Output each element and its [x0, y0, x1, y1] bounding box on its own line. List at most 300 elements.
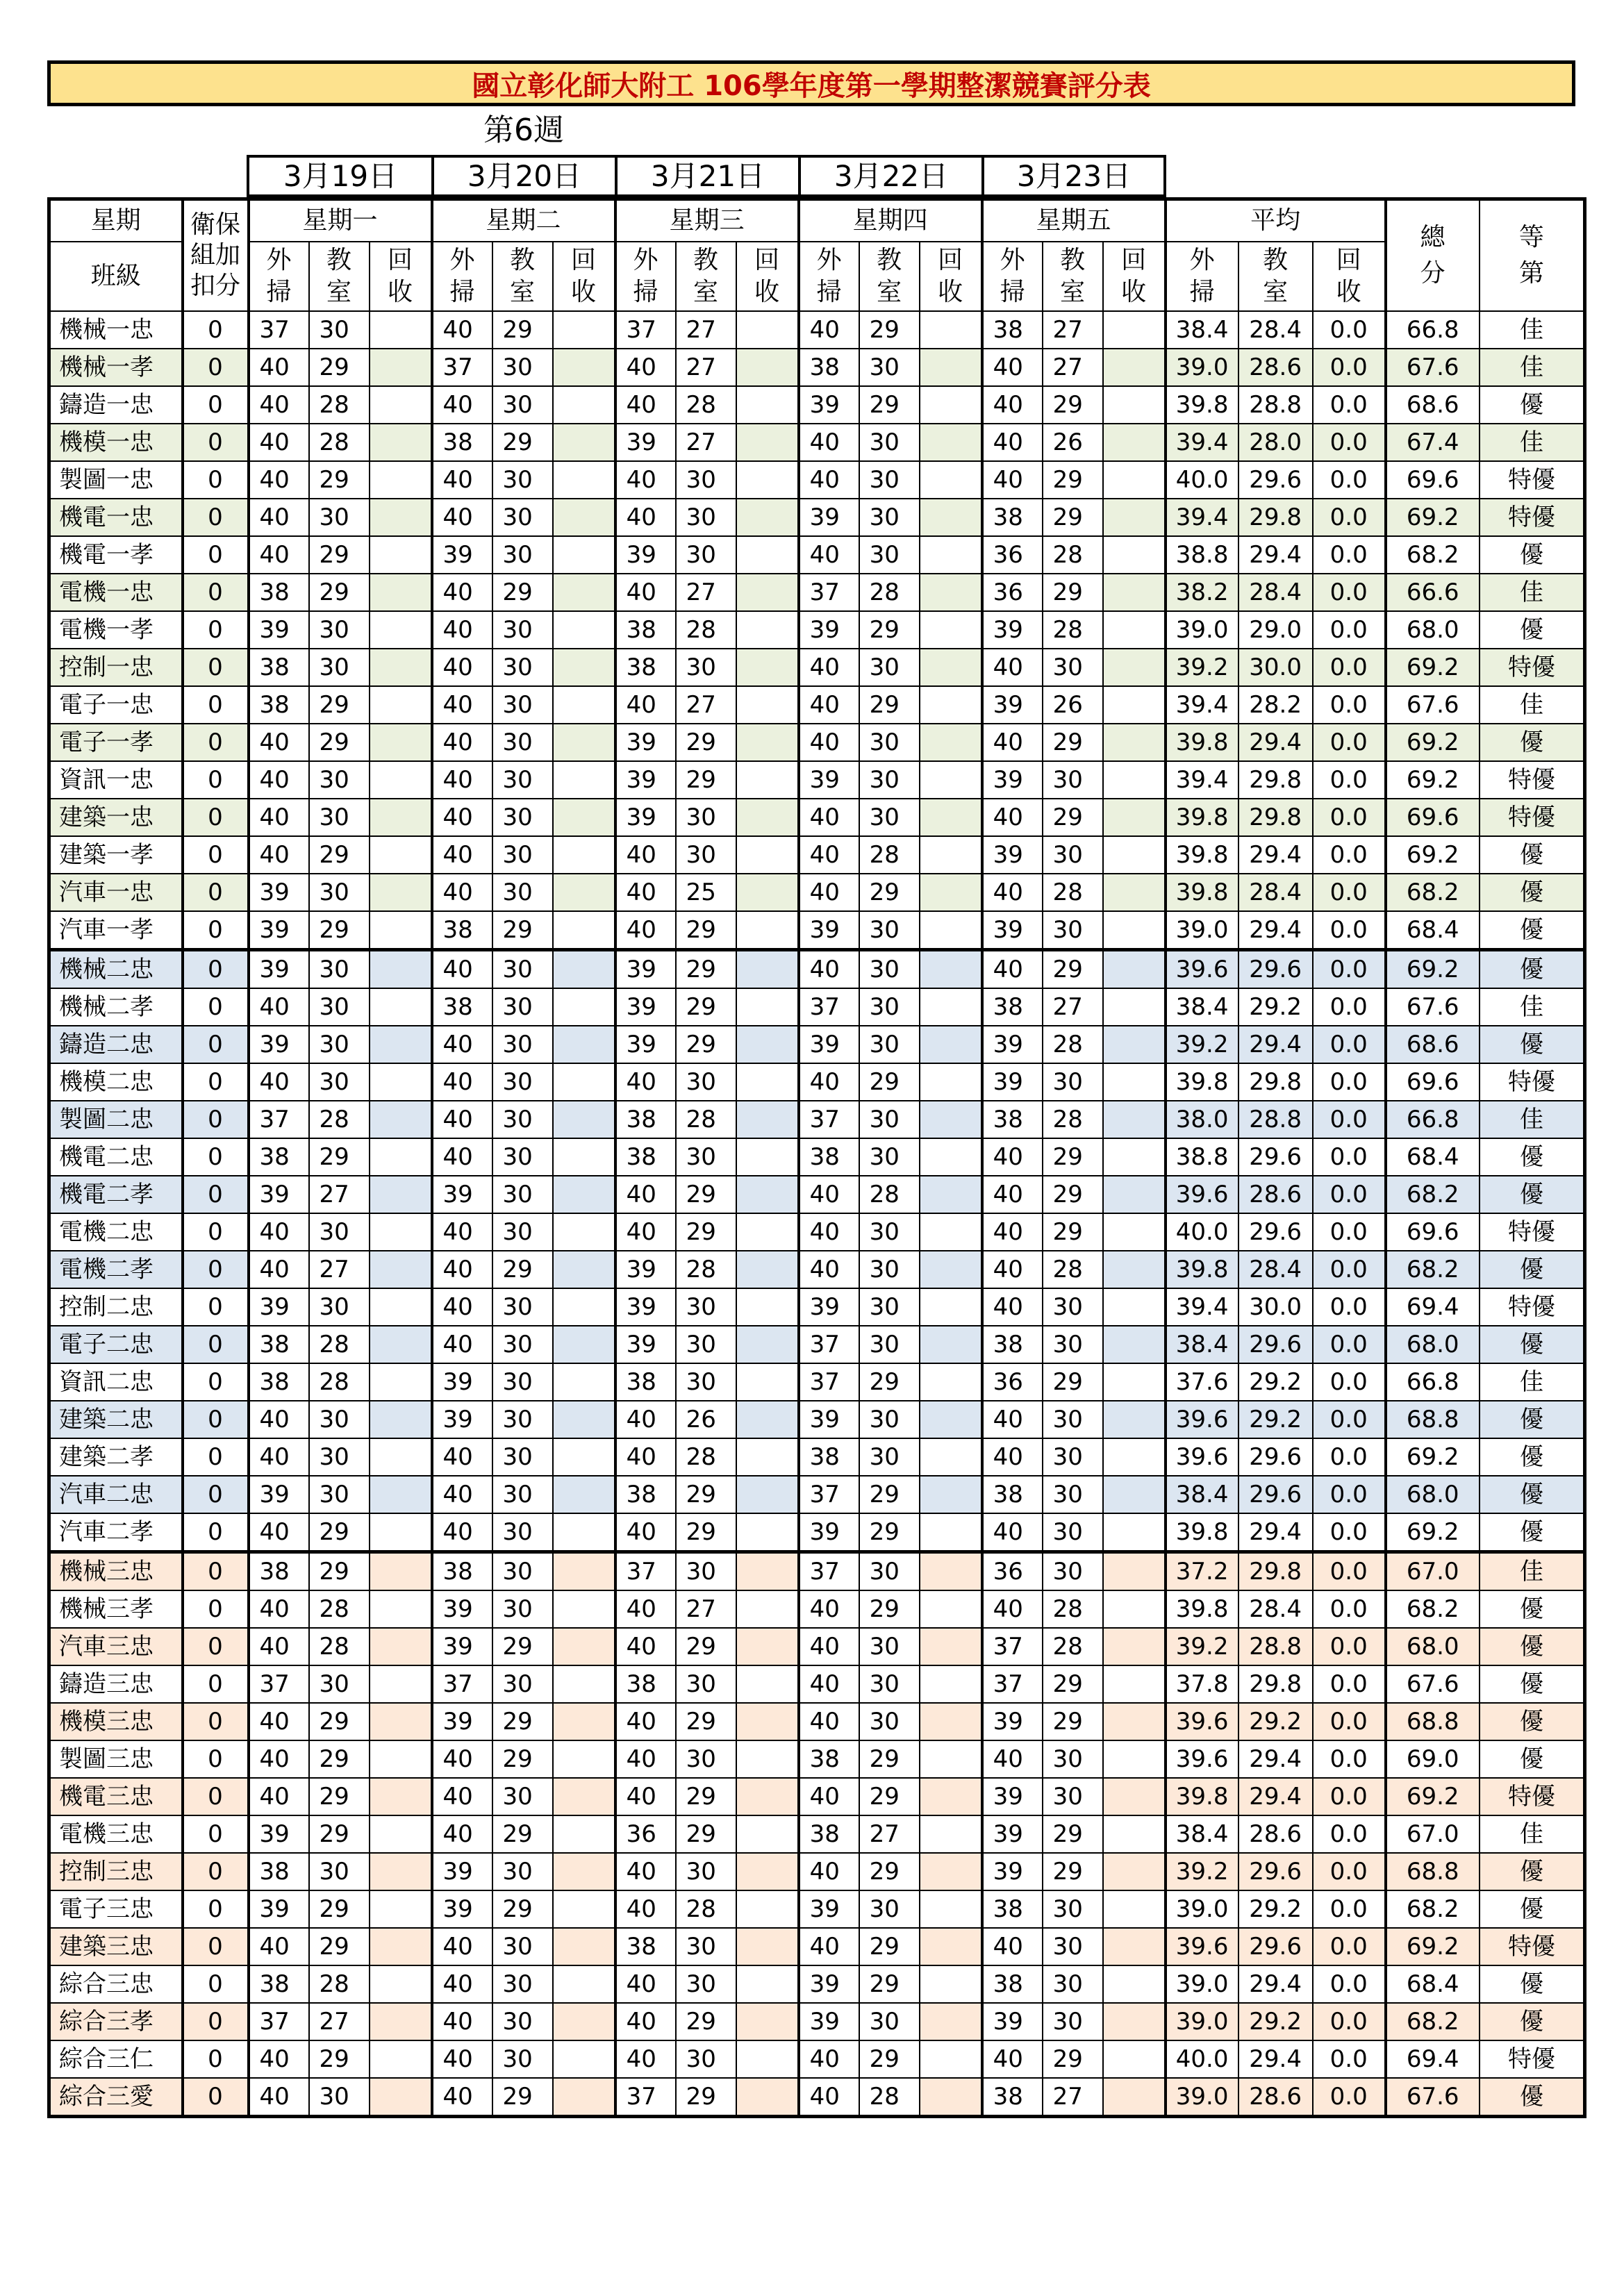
classroom-score-cell: 30 [492, 988, 553, 1026]
outdoor-score-cell: 40 [432, 311, 492, 349]
classroom-score-cell: 29 [676, 1778, 736, 1815]
recycle-score-cell [370, 836, 432, 874]
table-row [49, 574, 1585, 611]
outdoor-score-cell: 40 [615, 1890, 676, 1928]
outdoor-score-cell: 38 [615, 1101, 676, 1138]
classroom-score-cell: 30 [1043, 1326, 1103, 1363]
total-score-cell: 69.4 [1386, 2040, 1480, 2078]
date-day-3: 3月21日 [615, 158, 798, 194]
outdoor-score-cell: 40 [432, 761, 492, 799]
avg-outdoor-cell: 39.6 [1166, 950, 1238, 989]
classroom-score-cell: 28 [309, 386, 370, 424]
outdoor-score-cell: 40 [982, 799, 1043, 836]
recycle-score-cell [736, 424, 799, 461]
classroom-score-cell: 29 [859, 686, 920, 724]
subheader-recycle: 回 收 [920, 242, 982, 311]
classroom-score-cell: 30 [676, 536, 736, 574]
avg-outdoor-cell: 39.6 [1166, 1703, 1238, 1740]
table-row [49, 2040, 1585, 2078]
avg-classroom-cell: 29.6 [1238, 1853, 1313, 1890]
class-name-cell: 電機二忠 [49, 1213, 183, 1251]
recycle-score-cell [1103, 761, 1166, 799]
classroom-score-cell: 30 [859, 1438, 920, 1476]
recycle-score-cell [920, 649, 982, 686]
classroom-score-cell: 29 [859, 386, 920, 424]
outdoor-score-cell: 40 [432, 1138, 492, 1176]
recycle-score-cell [1103, 874, 1166, 911]
outdoor-score-cell: 40 [249, 1628, 309, 1665]
classroom-score-cell: 29 [676, 988, 736, 1026]
class-name-cell: 機械三孝 [49, 1590, 183, 1628]
classroom-score-cell: 29 [1043, 499, 1103, 536]
outdoor-score-cell: 39 [249, 874, 309, 911]
avg-outdoor-cell: 39.2 [1166, 1026, 1238, 1063]
classroom-score-cell: 29 [676, 761, 736, 799]
table-row [49, 536, 1585, 574]
recycle-score-cell [553, 1928, 615, 1965]
outdoor-score-cell: 40 [432, 1251, 492, 1288]
class-name-cell: 機模二忠 [49, 1063, 183, 1101]
rank-cell: 優 [1480, 1438, 1585, 1476]
recycle-score-cell [1103, 1476, 1166, 1513]
classroom-score-cell: 27 [1043, 2078, 1103, 2117]
outdoor-score-cell: 40 [432, 950, 492, 989]
outdoor-score-cell: 40 [615, 911, 676, 950]
classroom-score-cell: 29 [676, 1026, 736, 1063]
rank-cell: 優 [1480, 1665, 1585, 1703]
table-row [49, 1213, 1585, 1251]
avg-classroom-cell: 28.6 [1238, 1176, 1313, 1213]
outdoor-score-cell: 38 [982, 499, 1043, 536]
table-row [49, 1026, 1585, 1063]
avg-classroom-cell: 29.4 [1238, 724, 1313, 761]
recycle-score-cell [1103, 1740, 1166, 1778]
classroom-score-cell: 30 [1043, 1401, 1103, 1438]
outdoor-score-cell: 40 [982, 1401, 1043, 1438]
total-score-cell: 68.8 [1386, 1703, 1480, 1740]
recycle-score-cell [553, 499, 615, 536]
classroom-score-cell: 30 [492, 1138, 553, 1176]
recycle-score-cell [1103, 1665, 1166, 1703]
recycle-score-cell [736, 1176, 799, 1213]
recycle-score-cell [553, 1815, 615, 1853]
avg-outdoor-cell: 39.4 [1166, 499, 1238, 536]
avg-classroom-cell: 29.2 [1238, 1890, 1313, 1928]
total-score-cell: 68.0 [1386, 1326, 1480, 1363]
recycle-score-cell [553, 1438, 615, 1476]
outdoor-score-cell: 38 [249, 1853, 309, 1890]
total-score-cell: 69.2 [1386, 649, 1480, 686]
class-name-cell: 鑄造一忠 [49, 386, 183, 424]
recycle-score-cell [920, 1552, 982, 1591]
classroom-score-cell: 30 [492, 536, 553, 574]
deduct-cell: 0 [183, 911, 249, 950]
outdoor-score-cell: 40 [799, 1703, 859, 1740]
rank-cell: 優 [1480, 1476, 1585, 1513]
deduct-cell: 0 [183, 536, 249, 574]
classroom-score-cell: 30 [492, 386, 553, 424]
rank-cell: 佳 [1480, 1101, 1585, 1138]
avg-outdoor-cell: 39.4 [1166, 761, 1238, 799]
classroom-score-cell: 30 [1043, 649, 1103, 686]
classroom-score-cell: 30 [309, 1438, 370, 1476]
total-header: 總 分 [1386, 199, 1480, 312]
recycle-score-cell [370, 1590, 432, 1628]
classroom-score-cell: 29 [492, 1628, 553, 1665]
recycle-score-cell [736, 911, 799, 950]
classroom-score-cell: 30 [676, 1363, 736, 1401]
classroom-score-cell: 29 [676, 1628, 736, 1665]
classroom-score-cell: 29 [309, 1740, 370, 1778]
classroom-score-cell: 30 [492, 1101, 553, 1138]
outdoor-score-cell: 40 [432, 611, 492, 649]
classroom-score-cell: 29 [309, 461, 370, 499]
avg-classroom-cell: 28.6 [1238, 349, 1313, 386]
table-row [49, 1965, 1585, 2003]
avg-outdoor-cell: 39.8 [1166, 1513, 1238, 1552]
class-name-cell: 控制二忠 [49, 1288, 183, 1326]
class-name-cell: 機械二忠 [49, 950, 183, 989]
classroom-score-cell: 29 [676, 911, 736, 950]
outdoor-score-cell: 40 [249, 1740, 309, 1778]
avg-outdoor-cell: 38.4 [1166, 1815, 1238, 1853]
outdoor-score-cell: 38 [799, 1740, 859, 1778]
rank-cell: 優 [1480, 1026, 1585, 1063]
deduct-cell: 0 [183, 1778, 249, 1815]
classroom-score-cell: 29 [859, 1590, 920, 1628]
class-name-cell: 綜合三忠 [49, 1965, 183, 2003]
class-name-cell: 電機一忠 [49, 574, 183, 611]
classroom-score-cell: 29 [859, 1853, 920, 1890]
table-row [49, 911, 1585, 950]
table-row [49, 1401, 1585, 1438]
total-score-cell: 69.2 [1386, 1513, 1480, 1552]
classroom-score-cell: 29 [1043, 1176, 1103, 1213]
outdoor-score-cell: 40 [249, 536, 309, 574]
rank-cell: 優 [1480, 1513, 1585, 1552]
classroom-score-cell: 30 [309, 649, 370, 686]
outdoor-score-cell: 40 [432, 1965, 492, 2003]
outdoor-score-cell: 40 [982, 1288, 1043, 1326]
classroom-score-cell: 28 [676, 1890, 736, 1928]
outdoor-score-cell: 39 [982, 1778, 1043, 1815]
outdoor-score-cell: 37 [799, 1101, 859, 1138]
rank-cell: 特優 [1480, 1063, 1585, 1101]
classroom-score-cell: 30 [309, 1213, 370, 1251]
outdoor-score-cell: 38 [615, 1665, 676, 1703]
avg-recycle-cell: 0.0 [1313, 1476, 1386, 1513]
avg-outdoor-cell: 39.8 [1166, 386, 1238, 424]
outdoor-score-cell: 39 [432, 1176, 492, 1213]
table-row [49, 1476, 1585, 1513]
outdoor-score-cell: 39 [249, 1476, 309, 1513]
rank-cell: 特優 [1480, 649, 1585, 686]
classroom-score-cell: 30 [309, 1026, 370, 1063]
recycle-score-cell [370, 536, 432, 574]
classroom-score-cell: 29 [309, 724, 370, 761]
recycle-score-cell [920, 836, 982, 874]
table-row [49, 950, 1585, 989]
deduct-cell: 0 [183, 1213, 249, 1251]
outdoor-score-cell: 40 [982, 386, 1043, 424]
outdoor-score-cell: 39 [432, 1590, 492, 1628]
total-score-cell: 69.2 [1386, 1778, 1480, 1815]
outdoor-score-cell: 40 [249, 461, 309, 499]
avg-outdoor-cell: 37.8 [1166, 1665, 1238, 1703]
classroom-score-cell: 30 [492, 1213, 553, 1251]
avg-outdoor-cell: 39.4 [1166, 424, 1238, 461]
recycle-score-cell [370, 424, 432, 461]
avg-recycle-cell: 0.0 [1313, 1176, 1386, 1213]
classroom-score-cell: 28 [1043, 1026, 1103, 1063]
avg-recycle-cell: 0.0 [1313, 1288, 1386, 1326]
rank-cell: 優 [1480, 1176, 1585, 1213]
classroom-score-cell: 28 [676, 386, 736, 424]
outdoor-score-cell: 37 [799, 1363, 859, 1401]
outdoor-score-cell: 39 [615, 536, 676, 574]
outdoor-score-cell: 40 [615, 1965, 676, 2003]
subheader-outdoor: 外 掃 [249, 242, 309, 311]
subheader-recycle: 回 收 [553, 242, 615, 311]
outdoor-score-cell: 39 [799, 499, 859, 536]
date-header-row [247, 155, 1166, 197]
recycle-score-cell [1103, 988, 1166, 1026]
recycle-score-cell [553, 1213, 615, 1251]
rank-cell: 優 [1480, 2003, 1585, 2040]
avg-outdoor-cell: 38.4 [1166, 311, 1238, 349]
outdoor-score-cell: 40 [432, 1063, 492, 1101]
classroom-score-cell: 27 [676, 1590, 736, 1628]
classroom-score-cell: 30 [309, 761, 370, 799]
outdoor-score-cell: 40 [615, 686, 676, 724]
recycle-score-cell [370, 1703, 432, 1740]
class-name-cell: 建築一孝 [49, 836, 183, 874]
classroom-score-cell: 29 [1043, 1703, 1103, 1740]
subheader-outdoor: 外 掃 [982, 242, 1043, 311]
avg-recycle-cell: 0.0 [1313, 1251, 1386, 1288]
recycle-score-cell [920, 1665, 982, 1703]
deduct-cell: 0 [183, 1552, 249, 1591]
outdoor-score-cell: 40 [432, 686, 492, 724]
outdoor-score-cell: 40 [432, 1213, 492, 1251]
recycle-score-cell [920, 311, 982, 349]
recycle-score-cell [553, 1552, 615, 1591]
recycle-score-cell [736, 836, 799, 874]
deduct-cell: 0 [183, 1101, 249, 1138]
classroom-score-cell: 30 [676, 1138, 736, 1176]
recycle-score-cell [920, 1138, 982, 1176]
deduct-cell: 0 [183, 950, 249, 989]
rank-cell: 優 [1480, 1890, 1585, 1928]
outdoor-score-cell: 39 [249, 950, 309, 989]
recycle-score-cell [736, 1401, 799, 1438]
class-name-cell: 電子一孝 [49, 724, 183, 761]
recycle-score-cell [1103, 1628, 1166, 1665]
table-row [49, 1251, 1585, 1288]
outdoor-score-cell: 37 [249, 311, 309, 349]
recycle-score-cell [1103, 1928, 1166, 1965]
outdoor-score-cell: 38 [432, 911, 492, 950]
avg-recycle-cell: 0.0 [1313, 1213, 1386, 1251]
recycle-score-cell [370, 1815, 432, 1853]
classroom-score-cell: 30 [1043, 1552, 1103, 1591]
table-row [49, 1438, 1585, 1476]
weekday-header-day1: 星期一 [249, 199, 432, 242]
recycle-score-cell [920, 686, 982, 724]
recycle-score-cell [920, 2078, 982, 2117]
classroom-score-cell: 30 [492, 2003, 553, 2040]
total-score-cell: 68.4 [1386, 911, 1480, 950]
classroom-score-cell: 30 [492, 1063, 553, 1101]
outdoor-score-cell: 39 [982, 686, 1043, 724]
outdoor-score-cell: 38 [982, 988, 1043, 1026]
recycle-score-cell [370, 724, 432, 761]
outdoor-score-cell: 38 [249, 1363, 309, 1401]
avg-outdoor-cell: 39.0 [1166, 2078, 1238, 2117]
classroom-score-cell: 30 [676, 1965, 736, 2003]
class-name-cell: 電機二孝 [49, 1251, 183, 1288]
avg-classroom-cell: 29.6 [1238, 1326, 1313, 1363]
recycle-score-cell [1103, 1026, 1166, 1063]
recycle-score-cell [370, 874, 432, 911]
classroom-score-cell: 30 [676, 1665, 736, 1703]
subheader-outdoor: 外 掃 [615, 242, 676, 311]
classroom-score-cell: 29 [676, 1815, 736, 1853]
recycle-score-cell [736, 386, 799, 424]
subheader-outdoor: 外 掃 [799, 242, 859, 311]
class-name-cell: 建築三忠 [49, 1928, 183, 1965]
recycle-score-cell [1103, 1326, 1166, 1363]
class-name-cell: 電機一孝 [49, 611, 183, 649]
deduct-cell: 0 [183, 724, 249, 761]
outdoor-score-cell: 40 [982, 2040, 1043, 2078]
outdoor-score-cell: 40 [615, 1703, 676, 1740]
recycle-score-cell [736, 1063, 799, 1101]
table-row [49, 1665, 1585, 1703]
avg-recycle-cell: 0.0 [1313, 574, 1386, 611]
class-name-cell: 機電二孝 [49, 1176, 183, 1213]
outdoor-score-cell: 39 [249, 1176, 309, 1213]
classroom-score-cell: 28 [859, 2078, 920, 2117]
avg-classroom-cell: 28.2 [1238, 686, 1313, 724]
classroom-score-cell: 30 [492, 874, 553, 911]
recycle-score-cell [920, 1213, 982, 1251]
outdoor-score-cell: 37 [249, 1665, 309, 1703]
recycle-score-cell [920, 499, 982, 536]
avg-classroom-cell: 29.2 [1238, 988, 1313, 1026]
classroom-score-cell: 30 [492, 1288, 553, 1326]
recycle-score-cell [370, 1251, 432, 1288]
outdoor-score-cell: 38 [249, 686, 309, 724]
recycle-score-cell [1103, 1552, 1166, 1591]
avg-classroom-cell: 28.4 [1238, 574, 1313, 611]
subheader-classroom: 教 室 [859, 242, 920, 311]
recycle-score-cell [553, 1665, 615, 1703]
classroom-score-cell: 30 [309, 799, 370, 836]
recycle-score-cell [920, 2040, 982, 2078]
classroom-score-cell: 30 [676, 461, 736, 499]
rank-cell: 佳 [1480, 349, 1585, 386]
classroom-score-cell: 30 [492, 761, 553, 799]
outdoor-score-cell: 40 [432, 1815, 492, 1853]
classroom-score-cell: 29 [676, 1176, 736, 1213]
classroom-score-cell: 28 [309, 1965, 370, 2003]
table-row [49, 424, 1585, 461]
avg-classroom-cell: 29.4 [1238, 911, 1313, 950]
classroom-score-cell: 27 [309, 2003, 370, 2040]
avg-classroom-cell: 29.8 [1238, 499, 1313, 536]
recycle-score-cell [736, 611, 799, 649]
recycle-score-cell [920, 724, 982, 761]
outdoor-score-cell: 39 [432, 536, 492, 574]
class-name-cell: 機械二孝 [49, 988, 183, 1026]
outdoor-score-cell: 40 [249, 2040, 309, 2078]
classroom-score-cell: 30 [1043, 1513, 1103, 1552]
table-row [49, 1326, 1585, 1363]
recycle-score-cell [553, 1176, 615, 1213]
outdoor-score-cell: 36 [982, 1363, 1043, 1401]
avg-recycle-cell: 0.0 [1313, 499, 1386, 536]
avg-outdoor-cell: 40.0 [1166, 2040, 1238, 2078]
classroom-score-cell: 29 [492, 911, 553, 950]
recycle-score-cell [553, 686, 615, 724]
recycle-score-cell [1103, 461, 1166, 499]
total-score-cell: 68.6 [1386, 1026, 1480, 1063]
recycle-score-cell [370, 349, 432, 386]
recycle-score-cell [1103, 2078, 1166, 2117]
class-name-cell: 綜合三愛 [49, 2078, 183, 2117]
classroom-score-cell: 30 [676, 1326, 736, 1363]
outdoor-score-cell: 38 [799, 349, 859, 386]
outdoor-score-cell: 37 [615, 2078, 676, 2117]
recycle-score-cell [370, 1740, 432, 1778]
recycle-score-cell [736, 1213, 799, 1251]
date-day-4: 3月22日 [798, 158, 981, 194]
date-day-2: 3月20日 [431, 158, 615, 194]
weekday-header-day4: 星期四 [799, 199, 982, 242]
total-score-cell: 67.6 [1386, 349, 1480, 386]
recycle-score-cell [553, 1251, 615, 1288]
recycle-score-cell [370, 2040, 432, 2078]
recycle-score-cell [920, 1965, 982, 2003]
recycle-score-cell [370, 1628, 432, 1665]
outdoor-score-cell: 36 [615, 1815, 676, 1853]
table-row [49, 1928, 1585, 1965]
recycle-score-cell [736, 1438, 799, 1476]
avg-recycle-cell: 0.0 [1313, 1703, 1386, 1740]
classroom-score-cell: 30 [492, 1965, 553, 2003]
avg-outdoor-cell: 39.8 [1166, 1590, 1238, 1628]
subheader-classroom: 教 室 [309, 242, 370, 311]
recycle-score-cell [1103, 1288, 1166, 1326]
table-row [49, 724, 1585, 761]
outdoor-score-cell: 38 [615, 1928, 676, 1965]
outdoor-score-cell: 40 [982, 461, 1043, 499]
outdoor-score-cell: 39 [615, 1251, 676, 1288]
classroom-score-cell: 26 [676, 1401, 736, 1438]
class-name-cell: 製圖一忠 [49, 461, 183, 499]
avg-recycle-cell: 0.0 [1313, 1890, 1386, 1928]
outdoor-score-cell: 40 [432, 1438, 492, 1476]
classroom-score-cell: 30 [492, 724, 553, 761]
outdoor-score-cell: 39 [432, 1628, 492, 1665]
avg-classroom-cell: 28.4 [1238, 874, 1313, 911]
classroom-score-cell: 28 [1043, 874, 1103, 911]
total-score-cell: 69.4 [1386, 1288, 1480, 1326]
avg-outdoor-cell: 37.6 [1166, 1363, 1238, 1401]
outdoor-score-cell: 39 [982, 2003, 1043, 2040]
recycle-score-cell [736, 1590, 799, 1628]
